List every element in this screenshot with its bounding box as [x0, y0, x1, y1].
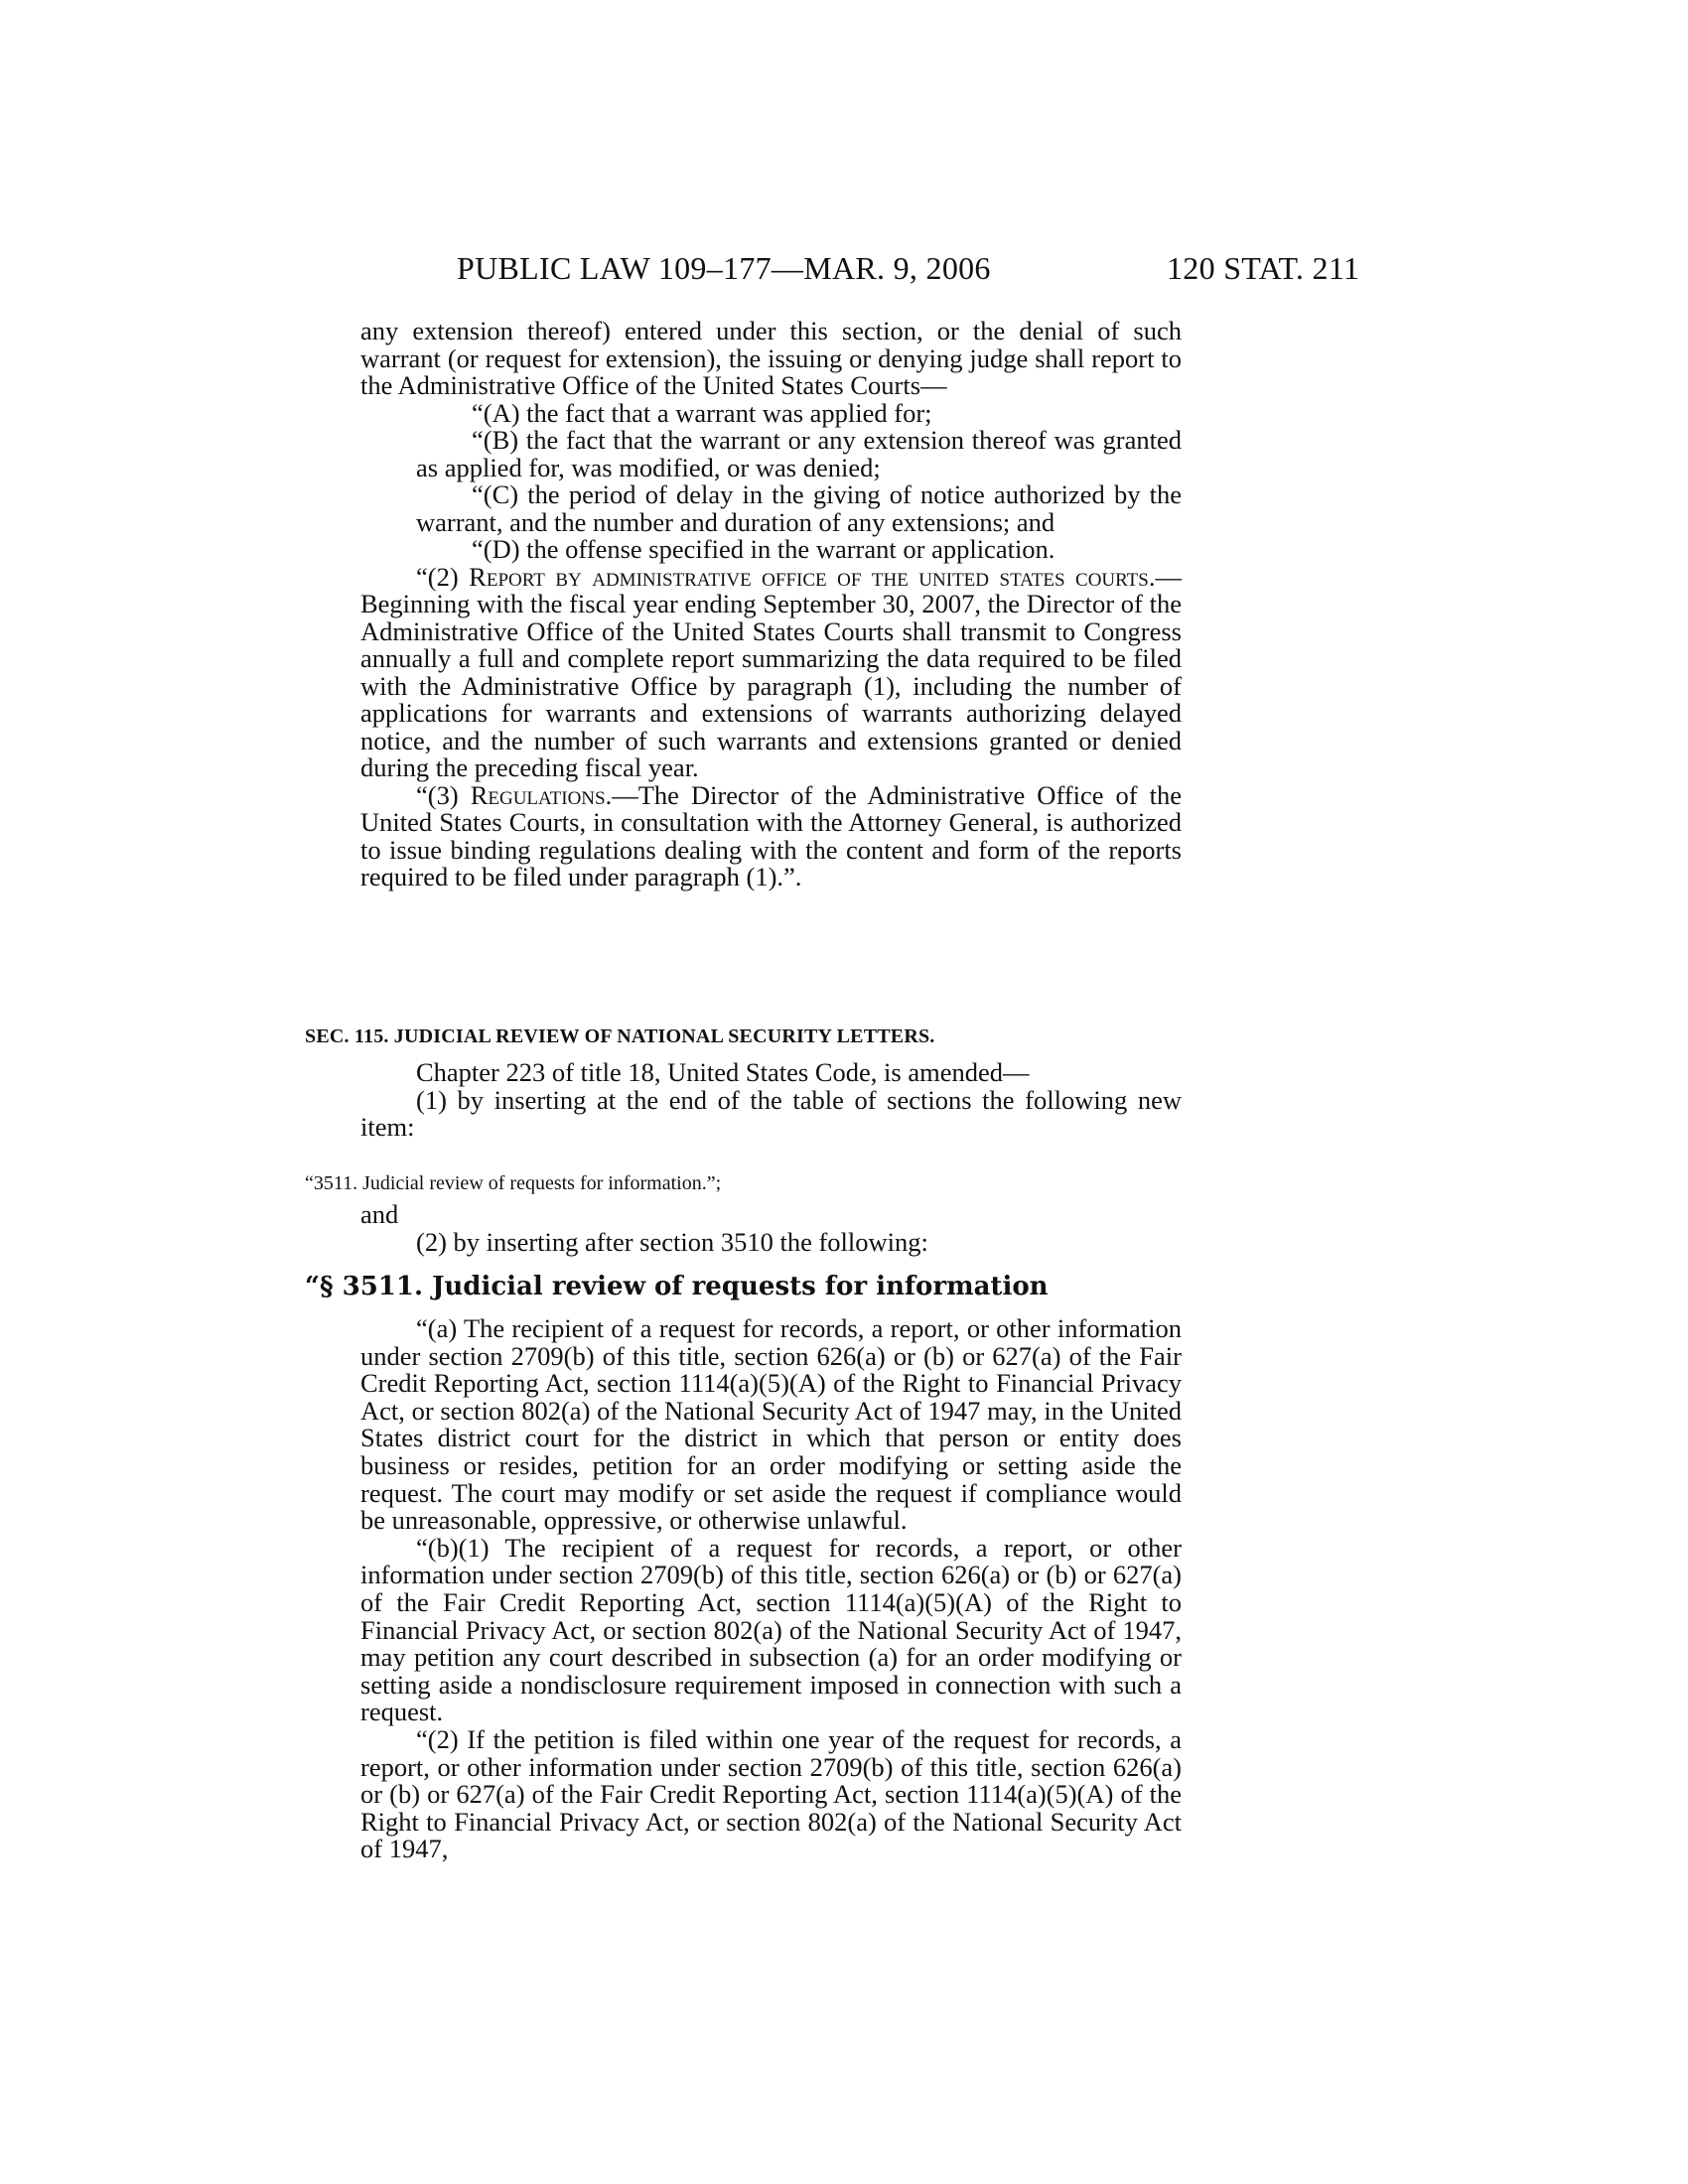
subsection-b-2: “(2) If the petition is filed within one year of the request for records, a report, or other information under section 2709(b) of this title, section 626(a) or (b) or 627(a) of the Fair Credit Reporting Act, section 1114(a)(5)(A) of the Right to Financial Privacy Act, or section 802(a) of the National Security Act of 1947,	[360, 1723, 1182, 1864]
paragraph-2	[360, 561, 1182, 782]
subparagraph-b: “(B) the fact that the warrant or any extension thereof was granted as applied for, was modified, or was denied;	[416, 425, 1182, 482]
code-section-body	[360, 1315, 1182, 1863]
table-of-sections-item: “3511. Judicial review of requests for information.”;	[305, 1172, 722, 1194]
subsection-a: “(a) The recipient of a request for records, a report, or other information under section 2709(b) of this title, section 626(a) or (b) or 627(a) of the Fair Credit Reporting Act, section 1114(a)(5)(A) of the Right to Financial Privacy Act, or section 802(a) of the National Security Act of 1947 may, in the United States district court for the district in which that person or entity does business or resides, petition for an order modifying or setting aside the request. The court may modify or set aside the request if compliance would be unreasonable, oppressive, or otherwise unlawful.	[360, 1313, 1182, 1536]
section-intro: Chapter 223 of title 18, United States Code, is amended—	[416, 1057, 1030, 1087]
section-body	[360, 1059, 1182, 1142]
paragraph-3-text: —The Director of the Administrative Office of the United States Courts, in consultation with the Attorney General, is authorized to issue binding regulations dealing with the content and form of the reports required to be filed under paragraph (1).”.	[360, 779, 1183, 891]
subparagraph-d: “(D) the offense specified in the warrant or application.	[472, 534, 1055, 564]
section-heading: SEC. 115. JUDICIAL REVIEW OF NATIONAL SECURITY LETTERS.	[305, 1025, 935, 1047]
paragraph-2-text: —Beginning with the fiscal year ending September 30, 2007, the Director of the Administrative Office of the United States Courts shall transmit to Congress annually a full and complete report summarizing the data required to be filed with the Administrative Office by paragraph (1), including the number of applications for warrants and extensions of warrants authorizing delayed notice, and the number of such warrants and extensions granted or denied during the preceding fiscal year.	[360, 561, 1182, 782]
paragraph-2-heading: Report by administrative office of the united states courts.	[469, 561, 1156, 592]
paragraph-3-number: “(3)	[416, 779, 471, 810]
section-item-2: (2) by inserting after section 3510 the following:	[416, 1226, 928, 1257]
continued-text-block	[360, 318, 1182, 891]
section-continuation	[360, 1201, 1182, 1256]
conjunction-and: and	[360, 1199, 399, 1229]
section-item-1: (1) by inserting at the end of the table of sections the following new item:	[360, 1084, 1182, 1142]
page-stat-number: 120 STAT. 211	[1167, 250, 1360, 286]
paragraph-continuation: any extension thereof) entered under this section, or the denial of such warrant (or request for extension), the issuing or denying judge shall report to the Administrative Office of the United States Courts—	[360, 316, 1182, 400]
subparagraph-a: “(A) the fact that a warrant was applied for;	[472, 397, 932, 428]
subparagraph-c: “(C) the period of delay in the giving of notice authorized by the warrant, and the number and duration of any extensions; and	[416, 479, 1182, 537]
running-header-title: PUBLIC LAW 109–177—MAR. 9, 2006	[457, 250, 991, 286]
paragraph-2-number: “(2)	[416, 561, 470, 592]
paragraph-3-heading: Regulations.	[470, 779, 613, 810]
paragraph-3	[360, 779, 1183, 891]
subsection-b-1: “(b)(1) The recipient of a request for records, a report, or other information under section 2709(b) of this title, section 626(a) or (b) or 627(a) of the Fair Credit Reporting Act, section 1114(a)(5)(A) of the Right to Financial Privacy Act, or section 802(a) of the National Security Act of 1947, may petition any court described in subsection (a) for an order modifying or setting aside a nondisclosure requirement imposed in connection with such a request.	[360, 1532, 1182, 1727]
code-section-heading: “§ 3511. Judicial review of requests for information	[305, 1272, 1049, 1301]
